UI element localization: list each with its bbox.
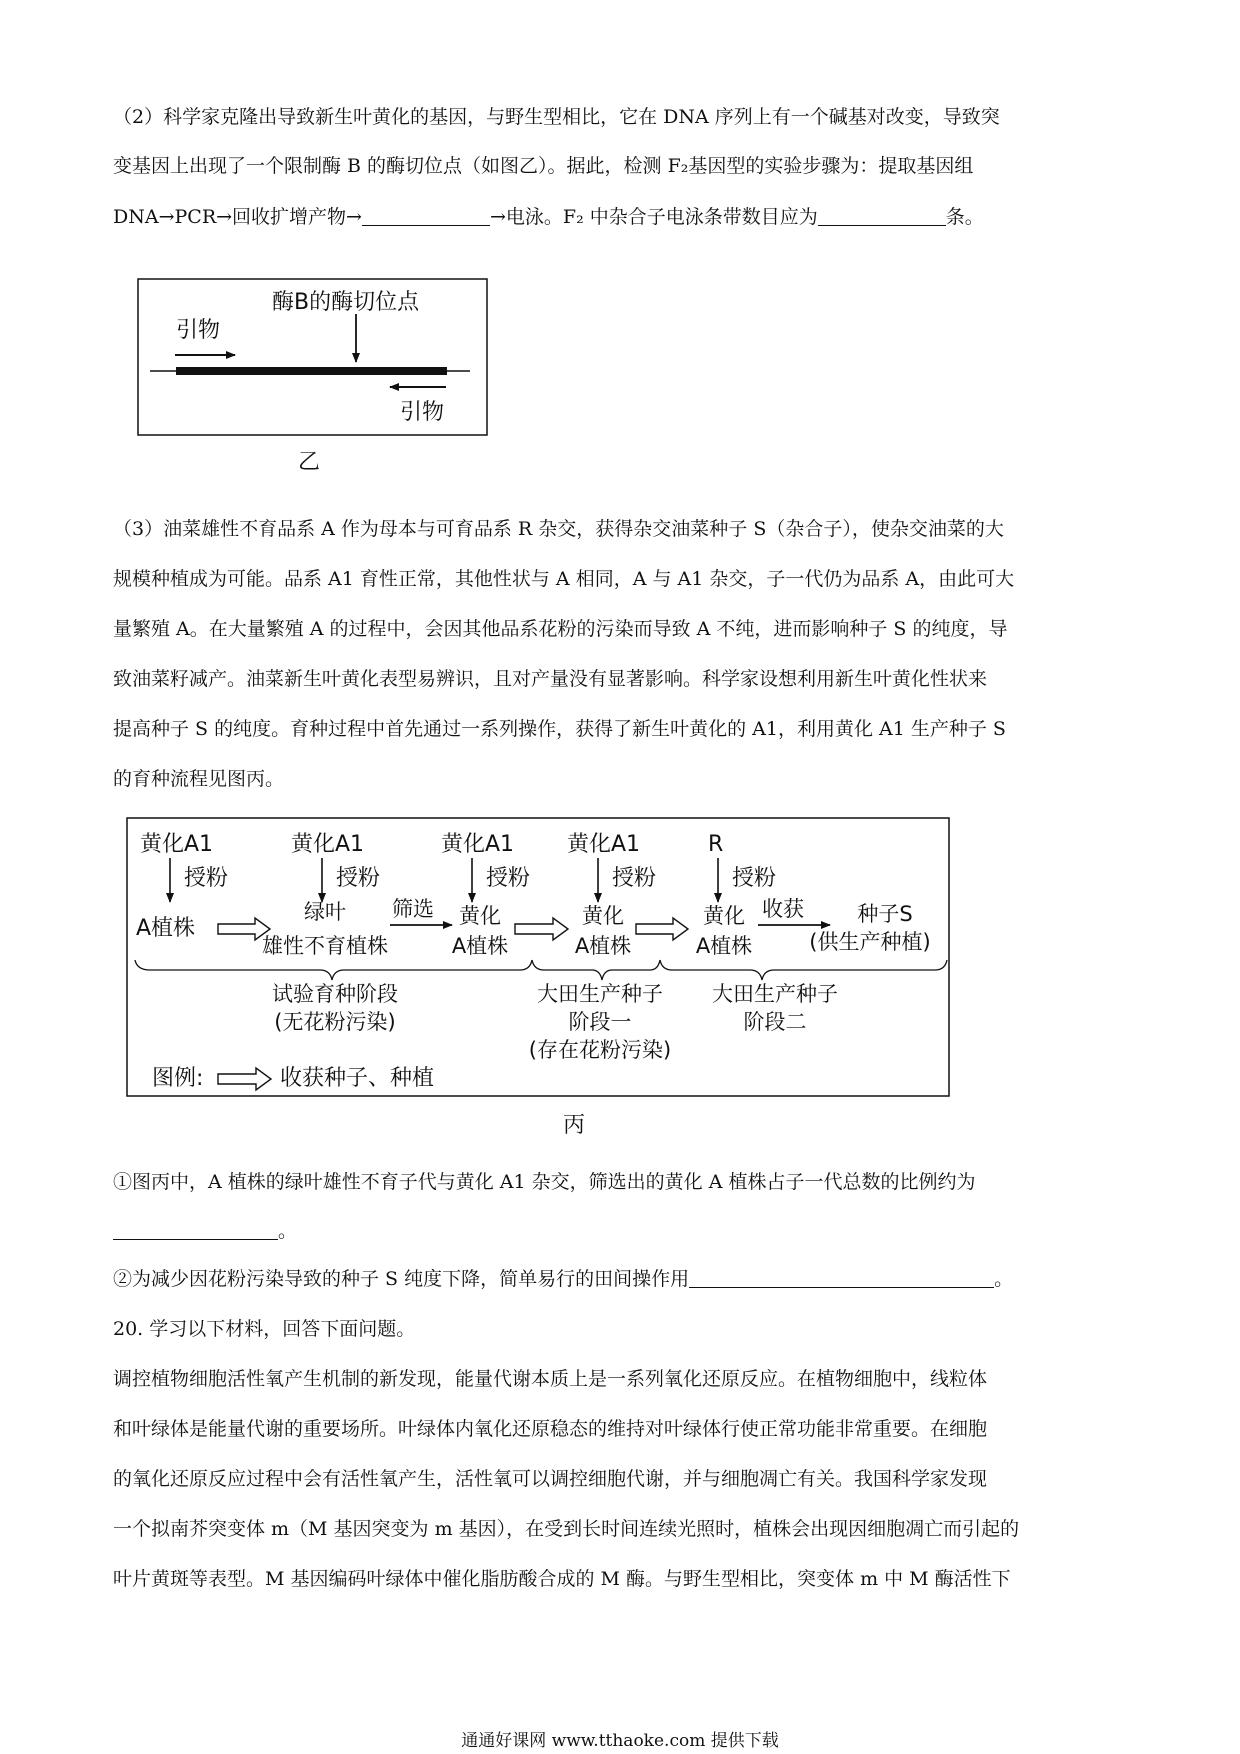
yellow-label: 黄化 xyxy=(582,904,624,928)
plant-a-label: A植株 xyxy=(136,916,196,941)
yellow-label: 黄化 xyxy=(703,904,745,928)
legend-text: 收获种子、种植 xyxy=(280,1066,435,1091)
stage-one-note: (存在花粉污染) xyxy=(528,1038,672,1062)
primer-left-label: 引物 xyxy=(176,318,221,343)
pollen-label: 黄化A1 xyxy=(441,832,515,857)
paragraph-line: （3）油菜雄性不育品系 A 作为母本与可育品系 R 杂交，获得杂交油菜种子 S（杂合子），使杂交油菜的大 xyxy=(113,518,1004,540)
paragraph-line: 量繁殖 A。在大量繁殖 A 的过程中，会因其他品系花粉的污染而导致 A 不纯，进而影响种子 S 的纯度，导 xyxy=(113,618,1008,640)
answer-blank[interactable] xyxy=(689,1269,994,1288)
seed-s-label: 种子S xyxy=(857,902,913,926)
brace-stage-one xyxy=(532,960,660,980)
question-title: 20. 学习以下材料，回答下面问题。 xyxy=(113,1318,416,1340)
page-footer: 通通好课网 www.tthaoke.com 提供下载 xyxy=(461,1731,779,1751)
text-span: 条。 xyxy=(945,206,984,228)
question-line xyxy=(113,1220,1133,1243)
text-span: →电泳。F₂ 中杂合子电泳条带数目应为 xyxy=(489,206,818,228)
cut-site-label: 酶B的酶切位点 xyxy=(272,290,420,315)
paragraph-line: 提高种子 S 的纯度。育种过程中首先通过一系列操作，获得了新生叶黄化的 A1，利用黄化 A1 生产种子 S xyxy=(113,718,1006,740)
pollinate-label: 授粉 xyxy=(486,866,531,891)
pollen-label: 黄化A1 xyxy=(140,832,214,857)
harvest-label: 收获 xyxy=(762,897,804,921)
question-line: ①图丙中，A 植株的绿叶雄性不育子代与黄化 A1 杂交，筛选出的黄化 A 植株占子一代总数的比例约为 xyxy=(113,1171,976,1193)
pollinate-label: 授粉 xyxy=(612,866,657,891)
screen-label: 筛选 xyxy=(392,897,434,921)
paragraph-line: 调控植物细胞活性氧产生机制的新发现，能量代谢本质上是一系列氧化还原反应。在植物细胞中，线粒体 xyxy=(113,1368,988,1390)
pollen-label: R xyxy=(708,832,724,857)
paragraph-line: 叶片黄斑等表型。M 基因编码叶绿体中催化脂肪酸合成的 M 酶。与野生型相比，突变体 m 中 M 酶活性下 xyxy=(113,1568,1011,1590)
question-line xyxy=(113,1268,1133,1291)
stage-trial-note: (无花粉污染) xyxy=(274,1010,396,1034)
brace-trial-stage xyxy=(135,960,532,980)
figure-caption: 丙 xyxy=(563,1113,586,1138)
legend-arrow xyxy=(218,1068,271,1090)
text-span: DNA→PCR→回收扩增产物→ xyxy=(113,206,362,228)
pollinate-label: 授粉 xyxy=(336,866,381,891)
stage-one-sub: 阶段一 xyxy=(568,1010,632,1034)
pollinate-label: 授粉 xyxy=(184,866,229,891)
figure-caption: 乙 xyxy=(298,450,321,475)
yellow-plant-label: A植株 xyxy=(451,934,509,958)
paragraph-line: 的育种流程见图丙。 xyxy=(113,768,285,790)
paragraph-line: 的氧化还原反应过程中会有活性氧产生，活性氧可以调控细胞代谢，并与细胞凋亡有关。我国科学家发现 xyxy=(113,1468,988,1490)
answer-blank[interactable] xyxy=(113,1221,278,1240)
stage-two-sub: 阶段二 xyxy=(743,1010,807,1034)
brace-stage-two xyxy=(660,960,947,980)
paragraph-line: 规模种植成为可能。品系 A1 育性正常，其他性状与 A 相同，A 与 A1 杂交，子一代仍为品系 A，由此可大 xyxy=(113,568,1015,590)
seed-use-label: (供生产种植) xyxy=(809,930,931,954)
paragraph-line: （2）科学家克隆出导致新生叶黄化的基因，与野生型相比，它在 DNA 序列上有一个碱基对改变，导致突 xyxy=(113,106,1000,128)
yellow-plant-label: A植株 xyxy=(574,934,632,958)
legend-label: 图例: xyxy=(152,1066,204,1091)
paragraph-line: 一个拟南芥突变体 m（M 基因突变为 m 基因），在受到长时间连续光照时，植株会出现因细胞凋亡而引起的 xyxy=(113,1518,1020,1540)
text-span: 。 xyxy=(994,1268,1014,1290)
stage-two-label: 大田生产种子 xyxy=(712,982,838,1006)
stage-one-label: 大田生产种子 xyxy=(537,982,663,1006)
pollen-label: 黄化A1 xyxy=(567,832,641,857)
pollen-label: 黄化A1 xyxy=(291,832,365,857)
male-sterile-label: 雄性不育植株 xyxy=(262,934,388,958)
text-span: 。 xyxy=(278,1220,298,1242)
paragraph-line: 致油菜籽减产。油菜新生叶黄化表型易辨识，且对产量没有显著影响。科学家设想利用新生叶黄化性状来 xyxy=(113,668,988,690)
yellow-plant-label: A植株 xyxy=(695,934,753,958)
pollinate-label: 授粉 xyxy=(732,866,777,891)
primer-right-label: 引物 xyxy=(400,400,445,425)
green-leaf-label: 绿叶 xyxy=(304,900,346,924)
stage-trial-label: 试验育种阶段 xyxy=(272,982,398,1006)
paragraph-line: 和叶绿体是能量代谢的重要场所。叶绿体内氧化还原稳态的维持对叶绿体行使正常功能非常重要。在细胞 xyxy=(113,1418,988,1440)
text-span: ②为减少因花粉污染导致的种子 S 纯度下降，简单易行的田间操作用 xyxy=(113,1268,690,1290)
yellow-label: 黄化 xyxy=(459,904,501,928)
paragraph-line: 变基因上出现了一个限制酶 B 的酶切位点（如图乙）。据此，检测 F₂基因型的实验步骤为：提取基因组 xyxy=(113,155,974,177)
